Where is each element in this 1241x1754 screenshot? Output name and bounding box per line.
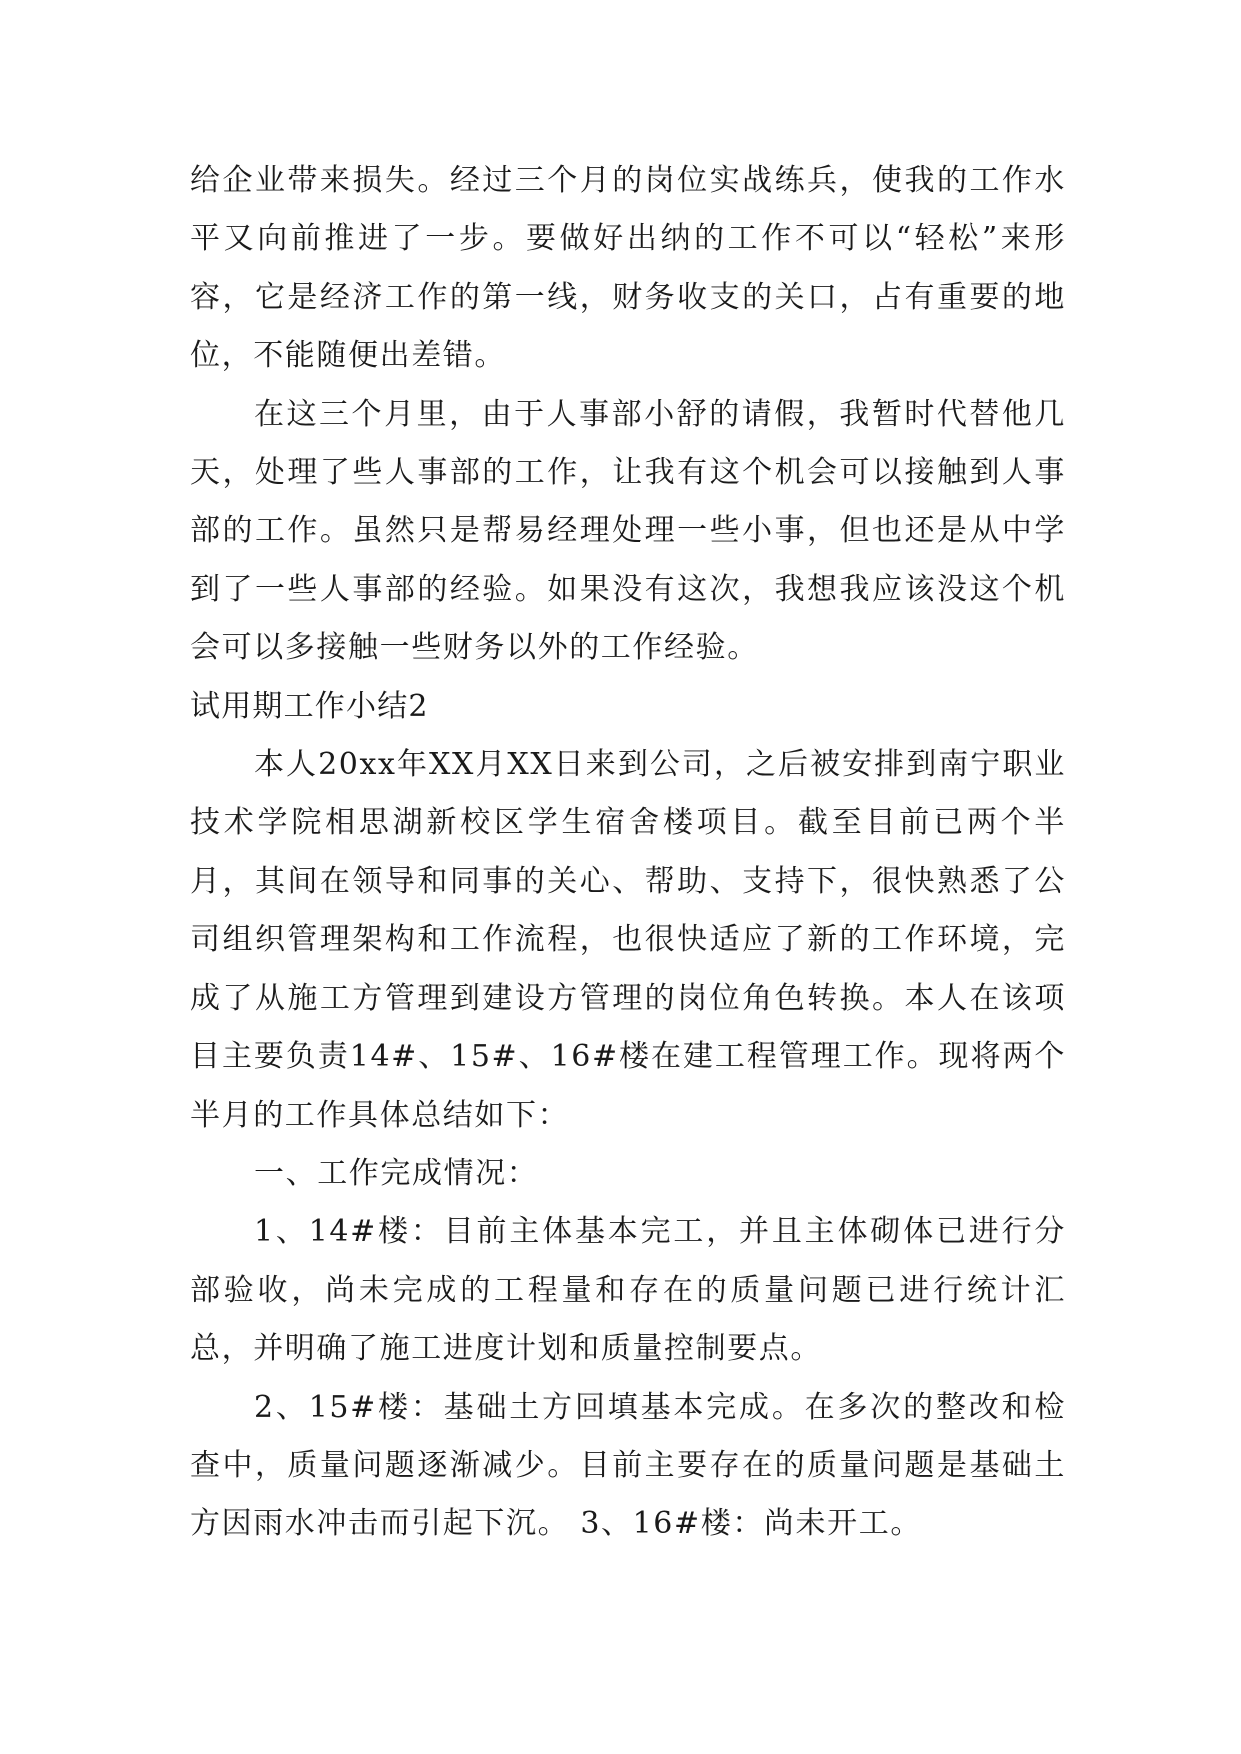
- paragraph-2: 在这三个月里，由于人事部小舒的请假，我暂时代替他几天，处理了些人事部的工作，让我有这个机会可以接触到人事部的工作。虽然只是帮易经理处理一些小事，但也还是从中学到了一些人事部的经验。如果没有这次，我想我应该没这个机会可以多接触一些财务以外的工作经验。: [190, 396, 1066, 666]
- document-body: [190, 152, 1066, 1554]
- paragraph-1: 给企业带来损失。经过三个月的岗位实战练兵，使我的工作水平又向前推进了一步。要做好出纳的工作不可以“轻松”来形容，它是经济工作的第一线，财务收支的关口，占有重要的地位，不能随便出差错。: [190, 163, 1066, 374]
- paragraph-4: 一、工作完成情况：: [254, 1155, 539, 1191]
- paragraph-6: 2、15#楼：基础土方回填基本完成。在多次的整改和检查中，质量问题逐渐减少。目前主要存在的质量问题是基础土方因雨水冲击而引起下沉。 3、16#楼：尚未开工。: [190, 1389, 1066, 1542]
- paragraph-5: 1、14#楼：目前主体基本完工，并且主体砌体已进行分部验收，尚未完成的工程量和存在的质量问题已进行统计汇总，并明确了施工进度计划和质量控制要点。: [190, 1214, 1066, 1367]
- paragraph-3: 本人20xx年XX月XX日来到公司，之后被安排到南宁职业技术学院相思湖新校区学生宿舍楼项目。截至目前已两个半月，其间在领导和同事的关心、帮助、支持下，很快熟悉了公司组织管理架构和工作流程，也很快适应了新的工作环境，完成了从施工方管理到建设方管理的岗位角色转换。本人在该项目主要负责14#、15#、16#楼在建工程管理工作。现将两个半月的工作具体总结如下：: [190, 747, 1066, 1133]
- section-heading: 试用期工作小结2: [190, 688, 429, 724]
